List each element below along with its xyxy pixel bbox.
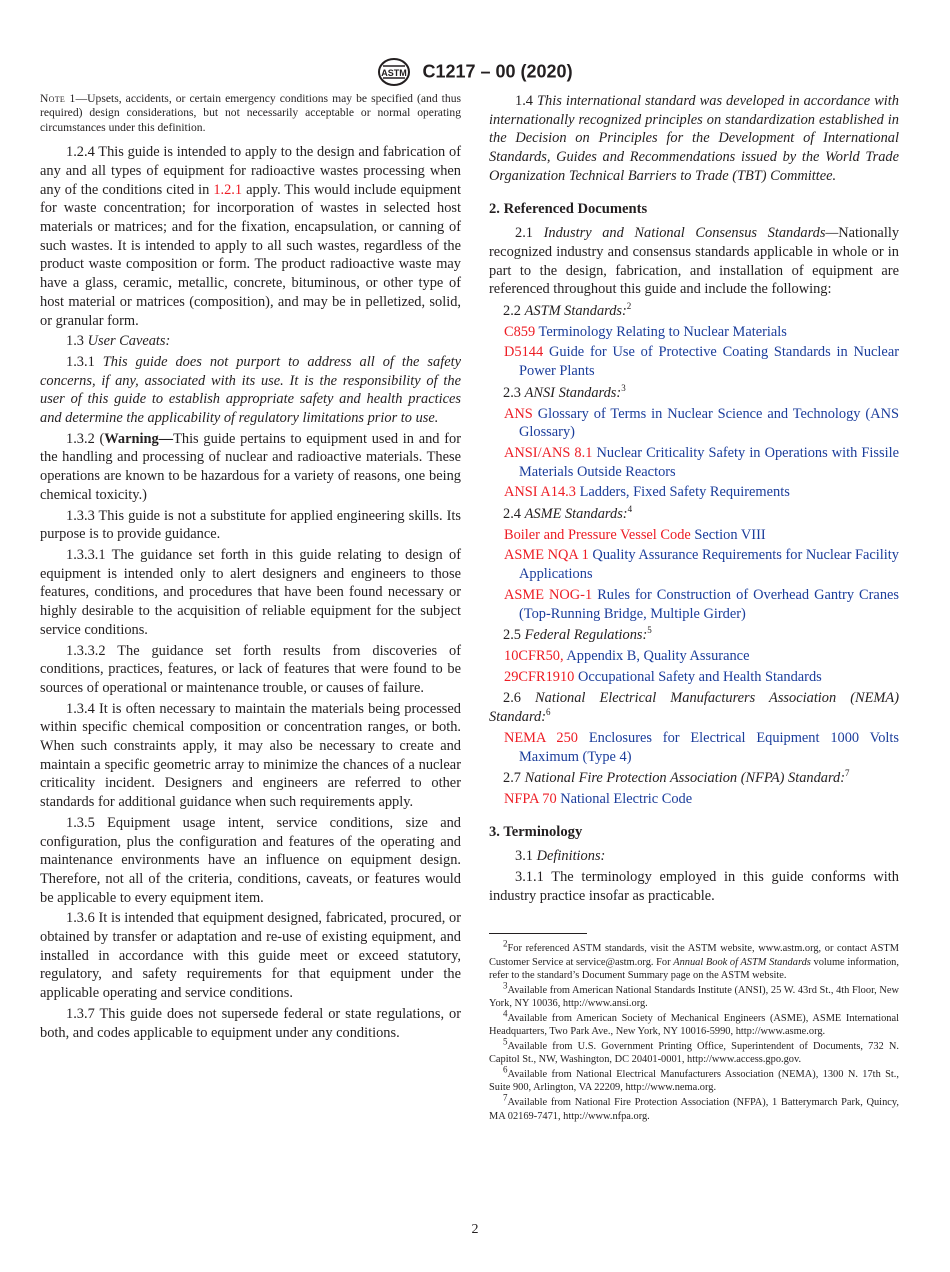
footnote-4: $^4$Available from American Society of Mechanical Engineers (ASME), ASME International Headquarters, Two Park Ave., New York, NY 10016-5990, http://www.asme.org.: [489, 1008, 899, 1037]
subheading-nema: 2.6 National Electrical Manufacturers Association (NEMA) Standard:$^6$: [489, 690, 899, 726]
ref-c859[interactable]: C859 Terminology Relating to Nuclear Materials: [504, 323, 787, 340]
para-1-4: 1.4 This international standard was developed in accordance with internationally recognized principles on standardization established in the Decision on Principles for the Development of International Standards, Guides and Recommendations issued by the World Trade Organization Technical Barriers to Trade (TBT) Committee.: [489, 93, 899, 184]
footnote-divider: [489, 933, 587, 934]
subheading-federal: 2.5 Federal Regulations:$^5$: [503, 625, 652, 644]
right-column: [489, 92, 899, 1125]
footnote-5: $^5$Available from U.S. Government Printing Office, Superintendent of Documents, 732 N. Capitol St., NW, Washington, DC 20401-0001, http://www.access.gpo.gov.: [489, 1036, 899, 1066]
para-1-3-7: 1.3.7 This guide does not supersede federal or state regulations, or both, and codes applicable to equipment under any conditions.: [40, 1005, 461, 1041]
para-3-1-1: 3.1.1 The terminology employed in this guide conforms with industry practice insofar as practicable.: [489, 869, 899, 904]
standard-designation: C1217 – 00 (2020): [422, 61, 573, 82]
link-1-2-1[interactable]: 1.2.1: [213, 181, 243, 198]
astm-logo-icon: [377, 57, 411, 87]
footnote-7: $^7$Available from National Fire Protection Association (NFPA), 1 Batterymarch Park, Quincy, MA 02169-7471, http://www.nfpa.org.: [489, 1092, 899, 1122]
footnote-3: $^3$Available from American National Standards Institute (ANSI), 25 W. 43rd St., 4th Floor, New York, NY 10036, http://www.ansi.org.: [489, 980, 899, 1009]
ref-bpvc[interactable]: Boiler and Pressure Vessel Code Section VIII: [504, 526, 766, 543]
subheading-nfpa: 2.7 National Fire Protection Association (NFPA) Standard:$^7$: [503, 768, 850, 787]
svg-text:ASTM: ASTM: [381, 68, 408, 78]
para-1-3: 1.3 User Caveats:: [66, 333, 171, 350]
note-1: Note 1—Upsets, accidents, or certain emergency conditions may be specified (and thus required) design considerations, but not necessarily acceptable or normal operating circumstances under this definition.: [40, 92, 461, 134]
subheading-asme: 2.4 ASME Standards:$^4$: [503, 504, 633, 523]
para-1-3-3: 1.3.3 This guide is not a substitute for applied engineering skills. Its purpose is to provide guidance.: [40, 507, 461, 543]
ref-nfpa-70[interactable]: NFPA 70 National Electric Code: [504, 790, 693, 807]
para-2-1: 2.1 Industry and National Consensus Standards—Nationally recognized industry and consensus standards applicable in whole or in part to the design, fabrication, and installation of equipment are referenced throughout this guide and include the following:: [489, 225, 900, 298]
para-1-3-3-1: 1.3.3.1 The guidance set forth in this guide relating to design of equipment is intended only to alert designers and engineers to those features, conditions, and procedures that have been found necessary or highly desirable to the acquisition of reliable equipment for the subject service conditions.: [40, 546, 461, 638]
subheading-ansi: 2.3 ANSI Standards:$^3$: [503, 383, 626, 401]
para-1-2-4: 1.2.4 This guide is intended to apply to the design and fabrication of any and all types of equipment for radioactive wastes processing when any of the conditions cited in 1.2.1 apply. This would include equipment for waste concentration; for incorporation of wastes in selected host materials or matrices; and for the fixation, encapsulation, or canning of such wastes. It is intended to apply to all such wastes, regardless of the product waste composition or form. The product radioactive waste may have a glass, ceramic, metallic, concrete, bituminous, or other type of host material or matrices (composition), and may be in pelletized, solid, or granular form.: [40, 144, 461, 329]
ref-ans[interactable]: ANS Glossary of Terms in Nuclear Science and Technology (ANS Glossary): [504, 405, 899, 441]
left-column: [40, 92, 461, 1044]
para-1-3-1: 1.3.1 This guide does not purport to address all of the safety concerns, if any, associated with its use. It is the responsibility of the user of this guide to establish appropriate safety and health practices and determine the applicability of regulatory limitations prior to use.: [40, 353, 461, 427]
ref-29cfr1910[interactable]: 29CFR1910 Occupational Safety and Health Standards: [504, 668, 822, 685]
footnote-2: $^2$For referenced ASTM standards, visit the ASTM website, www.astm.org, or contact ASTM Customer Service at service@astm.org. For Annual Book of ASTM Standards volume information, refer to the standard’s Document Summary page on the ASTM website.: [489, 938, 899, 981]
ref-nema-250[interactable]: NEMA 250 Enclosures for Electrical Equipment 1000 Volts Maximum (Type 4): [504, 729, 899, 765]
para-1-3-5: 1.3.5 Equipment usage intent, service conditions, size and configuration, plus the configuration and features of the operating and maintenance environments have an influence on equipment design. Therefore, not all of the criteria, conditions, caveats, or features would be applicable to every equipment item.: [40, 814, 461, 906]
para-1-3-4: 1.3.4 It is often necessary to maintain the materials being processed within specific chemical composition or concentration ranges, or both. When such constraints apply, it may also be necessary to create and maintain a specific geometric array to minimize the chances of a nuclear criticality incident. Designers and engineers are referred to other standards for additional guidance when such requirements apply.: [40, 700, 461, 811]
ref-d5144[interactable]: D5144 Guide for Use of Protective Coating Standards in Nuclear Power Plants: [504, 344, 899, 380]
page-number: 2: [471, 1222, 479, 1237]
page-header: [0, 57, 950, 87]
ref-asme-nqa-1[interactable]: ASME NQA 1 Quality Assurance Requirements for Nuclear Facility Applications: [504, 547, 900, 583]
section-3-heading: 3. Terminology: [489, 823, 583, 840]
subheading-astm: 2.2 ASTM Standards:$^2$: [503, 301, 632, 320]
footnote-6: $^6$Available from National Electrical Manufacturers Association (NEMA), 1300 N. 17th St., Suite 900, Arlington, VA 22209, http://www.nema.org.: [489, 1064, 899, 1094]
para-1-3-3-2: 1.3.3.2 The guidance set forth results from discoveries of conditions, practices, features, or lack of features that were found to be sources of operational or maintenance trouble, or causes of failure.: [40, 642, 461, 696]
para-1-3-6: 1.3.6 It is intended that equipment designed, fabricated, procured, or obtained by transfer or adaptation and re-use of existing equipment, and installed in accordance with this guide meet or exceed statutory, regulatory, and safety requirements for that equipment under the applicable operating and service conditions.: [40, 910, 461, 1002]
ref-asme-nog-1[interactable]: ASME NOG-1 Rules for Construction of Overhead Gantry Cranes (Top-Running Bridge, Multiple Girder): [504, 586, 899, 622]
para-1-3-2: 1.3.2 (Warning—This guide pertains to equipment used in and for the handling and processing of nuclear and radioactive materials. These operations are known to be hazardous for a variety of reasons, one being chemical toxicity.): [40, 430, 461, 503]
ref-ansi-ans-8-1[interactable]: ANSI/ANS 8.1 Nuclear Criticality Safety in Operations with Fissile Materials Outside Reactors: [504, 444, 899, 480]
ref-ansi-a14-3[interactable]: ANSI A14.3 Ladders, Fixed Safety Requirements: [504, 484, 790, 501]
section-2-heading: 2. Referenced Documents: [489, 200, 648, 217]
para-3-1: 3.1 Definitions:: [515, 848, 606, 865]
ref-10cfr50[interactable]: 10CFR50, Appendix B, Quality Assurance: [504, 647, 750, 664]
